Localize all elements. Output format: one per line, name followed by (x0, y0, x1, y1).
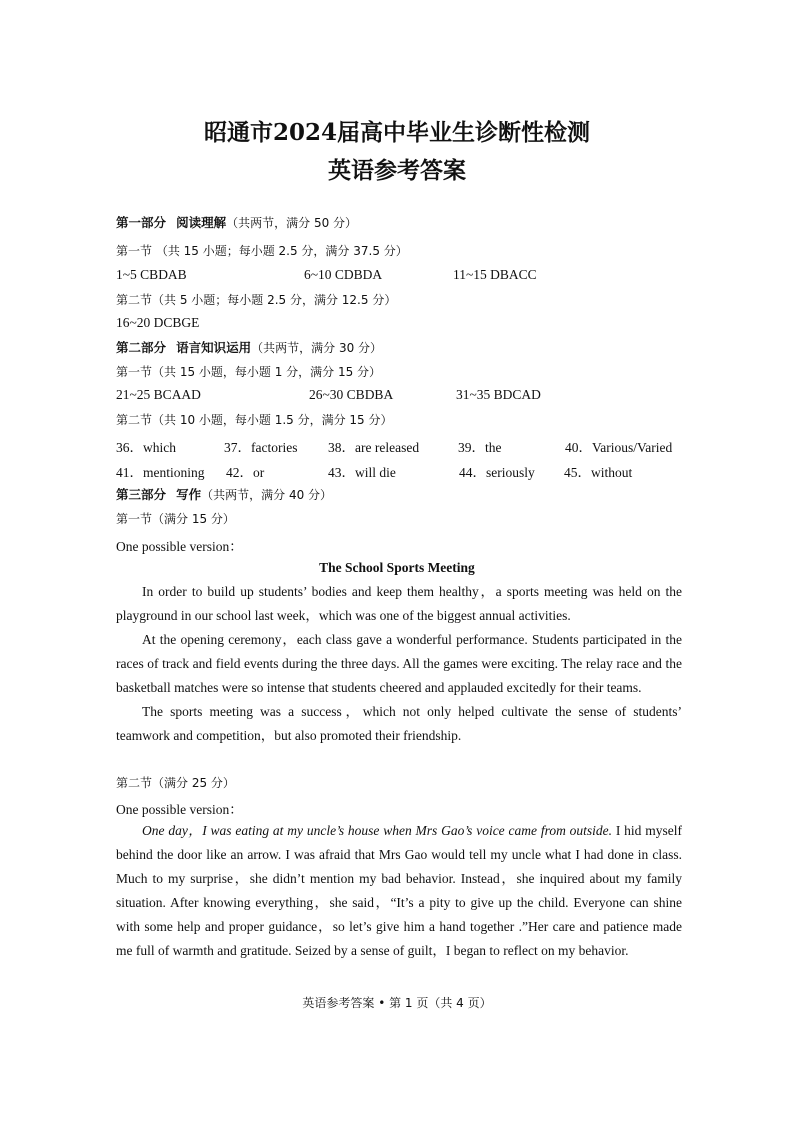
answer-group: 11~15 DBACC (453, 267, 537, 282)
part2-heading (116, 338, 382, 356)
part1-note: （共两节，满分 50 分） (226, 216, 358, 230)
answer-group: 16~20 DCBGE (116, 315, 200, 330)
part3-sec2-label: 第二节（满分 25 分） (116, 776, 235, 790)
part1-label: 第一部分 (116, 215, 167, 230)
answer-group: 26~30 CBDBA (309, 387, 394, 402)
answer-item: 36．which (116, 440, 176, 455)
part3-heading (116, 485, 332, 503)
essay-paragraph: At the opening ceremony，each class gave a wonderful performance. Students participated in the races of track and field events during the three days. All the games were exciting. The relay race and the basketball matches were so intense that students cheered and applauded excitedly for their teams. (116, 632, 682, 695)
story-continuation: I hid myself behind the door like an arrow. I was afraid that Mrs Gao would tell my uncle what I had done in class. Much to my surprise，she didn’t mention my bad behavior. Instead，she inquired about my family situation. After knowing everything，she said，“It’s a pity to give up the child. Everyone can shine with some help and proper guidance，so let’s give him a hand together .”Her care and patience made me full of warmth and gratitude. Seized by a sense of guilt，I began to reflect on my behavior. (116, 823, 682, 958)
page-title: 昭通市2024届高中毕业生诊断性检测 (203, 119, 590, 146)
answer-item: 41．mentioning (116, 465, 205, 480)
answer-item: 37．factories (224, 440, 298, 455)
part3-sec1-label: 第一节（满分 15 分） (116, 512, 235, 526)
answer-item: 45．without (564, 465, 633, 480)
part1-heading (116, 213, 357, 231)
answer-group: 1~5 CBDAB (116, 267, 187, 282)
part2-name: 语言知识运用 (176, 340, 252, 355)
version-label: One possible version： (116, 539, 243, 554)
answer-group: 31~35 BDCAD (456, 387, 541, 402)
answer-item: 43．will die (328, 465, 396, 480)
part3-name: 写作 (176, 487, 202, 502)
part3-note: （共两节，满分 40 分） (201, 488, 333, 502)
essay-body (116, 580, 682, 748)
page-subtitle: 英语参考答案 (328, 157, 466, 184)
part1-sec2-label: 第二节（共 5 小题；每小题 2.5 分，满分 12.5 分） (116, 293, 397, 307)
answer-item: 44．seriously (459, 465, 535, 480)
part1-name: 阅读理解 (176, 215, 227, 230)
answer-item: 38．are released (328, 440, 420, 455)
part2-note: （共两节，满分 30 分） (251, 341, 383, 355)
story-body (116, 819, 682, 963)
story-paragraph (116, 819, 682, 963)
story-given-sentence: One day，I was eating at my uncle’s house when Mrs Gao’s voice came from outside. (142, 823, 613, 838)
essay-paragraph: In order to build up students’ bodies and keep them healthy，a sports meeting was held on the playground in our school last week，which was one of the biggest annual activities. (116, 584, 682, 623)
part3-label: 第三部分 (116, 487, 167, 502)
answer-group: 6~10 CDBDA (304, 267, 383, 282)
part1-sec1-label: 第一节 （共 15 小题；每小题 2.5 分，满分 37.5 分） (116, 244, 408, 258)
answer-item: 40．Various/Varied (565, 440, 673, 455)
answer-group: 21~25 BCAAD (116, 387, 201, 402)
part2-label: 第二部分 (116, 340, 167, 355)
answer-item: 42．or (226, 465, 265, 480)
version-label: One possible version： (116, 802, 243, 817)
answer-item: 39．the (458, 440, 502, 455)
essay-title: The School Sports Meeting (319, 560, 475, 575)
page-footer: 英语参考答案 • 第 1 页（共 4 页） (302, 996, 492, 1010)
part2-sec1-label: 第一节（共 15 小题，每小题 1 分，满分 15 分） (116, 365, 382, 379)
part2-sec2-label: 第二节（共 10 小题，每小题 1.5 分，满分 15 分） (116, 413, 393, 427)
essay-paragraph: The sports meeting was a success，which not only helped cultivate the sense of students’ teamwork and competition，but also promoted their friendship. (116, 704, 682, 743)
